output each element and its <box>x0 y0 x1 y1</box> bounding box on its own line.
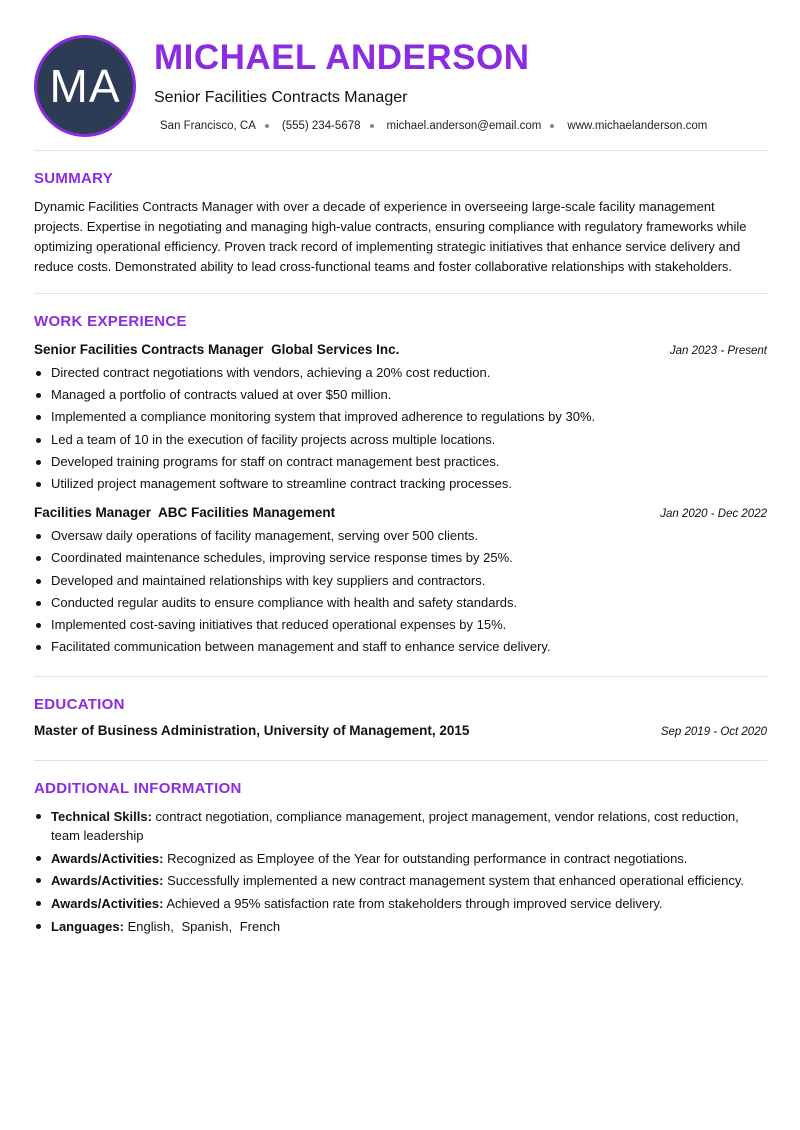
info-label: Technical Skills: <box>51 809 152 825</box>
degree: Master of Business Administration, University of Management, 2015 <box>34 723 470 739</box>
contact-phone: (555) 234-5678 <box>281 120 361 132</box>
job-bullet: Implemented cost-saving initiatives that reduced operational expenses by 15%. <box>34 614 767 636</box>
job-role: Facilities Manager ABC Facilities Management <box>34 505 336 521</box>
separator-dot <box>265 124 269 128</box>
candidate-title: Senior Facilities Contracts Manager <box>154 89 408 106</box>
job-bullet: Conducted regular audits to ensure compliance with health and safety standards. <box>34 592 767 614</box>
job-bullets <box>34 525 767 658</box>
separator-dot <box>370 124 374 128</box>
info-label: Awards/Activities: <box>51 850 164 866</box>
contact-location: San Francisco, CA <box>160 120 256 132</box>
job-bullet: Facilitated communication between management and staff to enhance service delivery. <box>34 636 767 658</box>
language: Spanish, <box>181 918 233 934</box>
candidate-name: MICHAEL ANDERSON <box>154 38 530 77</box>
education-entry <box>34 723 767 760</box>
info-label: Awards/Activities: <box>51 873 164 889</box>
summary-text: Dynamic Facilities Contracts Manager with over a decade of experience in overseeing large-scale facility management projects. Expertise in negotiating and managing high-value contracts, ensuring compliance with regulatory frameworks while optimizing operational efficiency. Proven track record of implementing strategic initiatives that enhance service delivery and reduce costs. Demonstrated ability to lead cross-functional teams and foster collaborative relationships with stakeholders. <box>34 199 747 274</box>
info-item <box>34 849 767 868</box>
job-bullet: Developed training programs for staff on contract management best practices. <box>34 451 767 473</box>
info-text: Successfully implemented a new contract management system that enhanced operational efficiency. <box>167 873 744 889</box>
resume-page <box>34 0 767 1130</box>
job-header <box>34 505 767 520</box>
job-bullet: Managed a portfolio of contracts valued at over $50 million. <box>34 384 767 406</box>
info-item <box>34 807 767 845</box>
info-item <box>34 871 767 890</box>
job-bullet: Led a team of 10 in the execution of facility projects across multiple locations. <box>34 429 767 451</box>
job-bullet: Directed contract negotiations with vendors, achieving a 20% cost reduction. <box>34 362 767 384</box>
additional-info-heading: ADDITIONAL INFORMATION <box>34 780 242 798</box>
info-text: Achieved a 95% satisfaction rate from stakeholders through improved service delivery. <box>166 895 663 911</box>
job-entry <box>34 505 767 676</box>
languages-item <box>34 917 767 936</box>
job-entry <box>34 342 767 495</box>
job-bullets <box>34 362 767 495</box>
language: English, <box>127 918 174 934</box>
job-bullet: Coordinated maintenance schedules, improving service response times by 25%. <box>34 547 767 569</box>
resume-header <box>34 0 767 150</box>
job-dates: Jan 2023 - Present <box>669 345 767 357</box>
contact-email[interactable]: michael.anderson@email.com <box>386 120 542 132</box>
language: French <box>239 918 281 934</box>
languages-label: Languages: <box>51 918 124 934</box>
separator-dot <box>550 124 554 128</box>
info-text: Recognized as Employee of the Year for outstanding performance in contract negotiations. <box>167 850 688 866</box>
info-item <box>34 894 767 913</box>
work-experience-section <box>34 294 767 676</box>
avatar-initials: MA <box>49 60 121 112</box>
info-label: Awards/Activities: <box>51 895 164 911</box>
job-role: Senior Facilities Contracts Manager Global Services Inc. <box>34 342 400 357</box>
education-heading: EDUCATION <box>34 696 125 714</box>
info-text: contract negotiation, compliance management, project management, vendor relations, cost reduction, team leadership <box>51 809 739 844</box>
additional-info-section <box>34 761 767 936</box>
job-dates: Jan 2020 - Dec 2022 <box>660 508 767 521</box>
work-experience-heading: WORK EXPERIENCE <box>34 313 187 330</box>
job-bullet: Utilized project management software to streamline contract tracking processes. <box>34 473 767 495</box>
avatar <box>34 35 136 137</box>
summary-section <box>34 151 767 293</box>
job-bullet: Implemented a compliance monitoring system that improved adherence to regulations by 30%. <box>34 406 767 428</box>
summary-heading: SUMMARY <box>34 170 114 187</box>
job-header <box>34 342 767 357</box>
education-section <box>34 677 767 760</box>
additional-info-list <box>34 807 767 936</box>
job-bullet: Oversaw daily operations of facility management, serving over 500 clients. <box>34 525 767 547</box>
contact-website[interactable]: www.michaelanderson.com <box>567 120 708 132</box>
contact-info <box>160 120 707 132</box>
job-bullet: Developed and maintained relationships with key suppliers and contractors. <box>34 570 767 592</box>
education-dates: Sep 2019 - Oct 2020 <box>660 726 767 739</box>
